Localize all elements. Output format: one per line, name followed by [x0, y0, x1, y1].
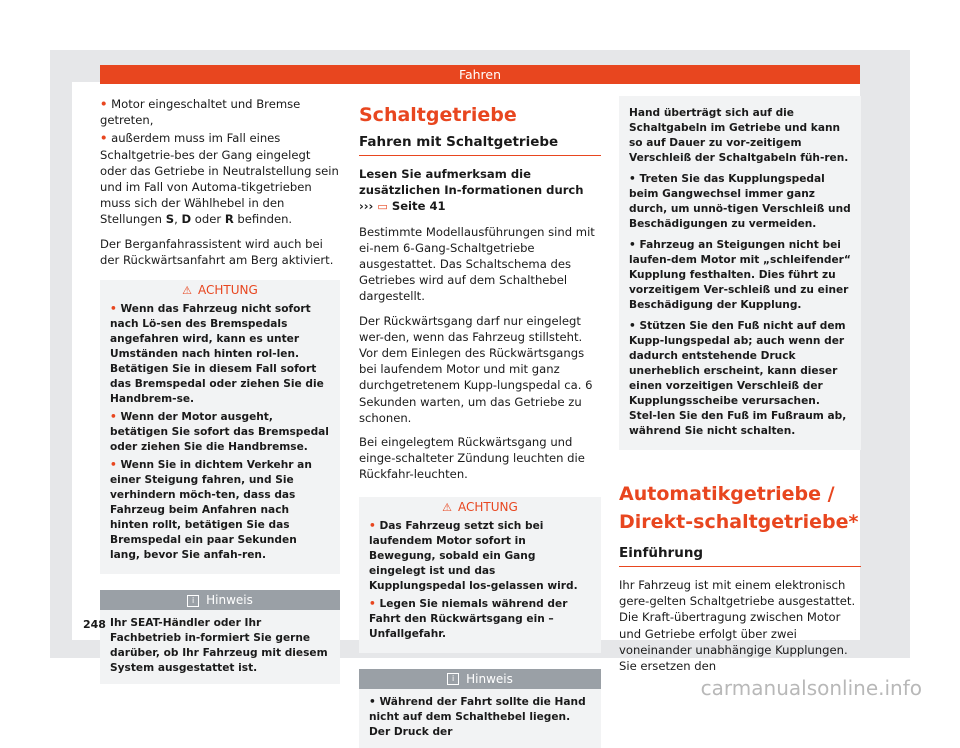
column-1 [100, 96, 340, 684]
warning-box [100, 280, 340, 574]
list-item: • Legen Sie niemals während der Fahrt den Rückwärtsgang ein – Unfallgefahr. [369, 597, 568, 640]
info-icon: i [187, 595, 199, 607]
lead-text: Lesen Sie aufmerksam die zusätzlichen In-formationen durch ››› ▭ Seite 41 [359, 167, 584, 214]
paragraph: Der Berganfahrassistent wird auch bei der Rückwärtsanfahrt am Berg aktiviert. [100, 236, 334, 267]
note-box: i Hinweis Ihr SEAT-Händler oder Ihr Fachbetrieb in-formiert Sie gerne darüber, ob Ihr Fahrzeug mit diesem System ausgestattet ist. [100, 590, 340, 684]
section-subtitle: Einführung [619, 544, 861, 567]
bullet-icon: • [110, 303, 117, 316]
warning-icon: ⚠ [442, 500, 453, 514]
list-item: • Fahrzeug an Steigungen nicht bei laufen-dem Motor mit „schleifender“ Kupplung festhalten. Dies führt zu vorzeitigem Ver-schleiß und zu einer Beschädigung der Kupplung. [629, 239, 851, 311]
list-item: • Stützen Sie den Fuß nicht auf dem Kupp-lungspedal ab; auch wenn der dadurch entstehende Druck unerheblich erscheint, kann dieser einen vorzeitigen Verschleiß der Kupplungsscheibe verursachen. Stel-len Sie den Fuß im Fußraum ab, während Sie nicht schalten. [629, 320, 847, 437]
list-item: • Wenn der Motor ausgeht, betätigen Sie sofort das Bremspedal oder ziehen Sie die Handbremse. [110, 411, 329, 454]
list-item: • außerdem muss im Fall eines Schaltgetrie-bes der Gang eingelegt oder das Getriebe in Neutralstellung sein und im Fall von Automa-tikgetrieben muss sich der Wählhebel in den Stellungen S, D oder R befinden. [100, 131, 339, 227]
watermark: carmanualsonline.info [700, 676, 922, 700]
warning-header: ⚠ ACHTUNG [359, 497, 601, 517]
book-icon: ▭ [377, 200, 388, 214]
bullet-icon: • [629, 320, 636, 332]
bullet-icon: • [369, 597, 376, 610]
warning-icon: ⚠ [182, 284, 193, 298]
bullet-icon: • [100, 97, 108, 111]
paragraph: Der Rückwärtsgang darf nur eingelegt wer-den, wenn das Fahrzeug stillsteht. Vor dem Einlegen des Rückwärtsgangs bei laufendem Motor und mit ganz durchgetretenem Kupp-lungspedal ca. 6 Sekunden warten, um das Getriebe zu schonen. [359, 313, 593, 425]
page-number: 248 [83, 618, 106, 631]
bullet-icon: • [110, 411, 117, 424]
note-box-continued: Hand überträgt sich auf die Schaltgabeln im Getriebe und kann so auf Dauer zu vor-zeitigem Verschleiß der Schaltgabeln füh-ren. • Treten Sie das Kupplungspedal beim Gangwechsel immer ganz durch, um unnö-tigen Verschleiß und Beschädigungen zu vermeiden. • Fahrzeug an Steigungen nicht bei laufen-dem Motor mit „schleifender“ Kupplung festhalten. Dies führt zu vorzeitigem Ver-schleiß und zu einer Beschädigung der Kupplung. • Stützen Sie den Fuß nicht auf dem Kupp-lungspedal ab; auch wenn der dadurch entstehende Druck unerheblich erscheint, kann dieser einen vorzeitigen Verschleiß der Kupplungsscheibe verursachen. Stel-len Sie den Fuß im Fußraum ab, während Sie nicht schalten. [619, 96, 861, 450]
column-2 [359, 103, 601, 748]
paragraph: Ihr Fahrzeug ist mit einem elektronisch gere-gelten Schaltgetriebe ausgestattet. Die Kraft-übertragung zwischen Motor und Getriebe erfolgt über zwei voneinander unabhängige Kupplungen. Sie ersetzen den [619, 578, 856, 674]
page-reference-link[interactable]: Seite 41 [391, 199, 446, 214]
column-3 [619, 96, 861, 682]
section-subtitle: Fahren mit Schaltgetriebe [359, 133, 601, 156]
section-title: Schaltgetriebe [359, 104, 517, 126]
chapter-header: Fahren [100, 65, 860, 84]
bullet-icon: • [369, 519, 376, 532]
paragraph: Bestimmte Modellausführungen sind mit ei-nem 6-Gang-Schaltgetriebe ausgestattet. Das Schaltschema des Getriebes wird auf dem Schalthebel dargestellt. [359, 224, 595, 304]
note-header: i Hinweis [359, 669, 601, 689]
list-item: • Das Fahrzeug setzt sich bei laufendem Motor sofort in Bewegung, sobald ein Gang eingelegt ist und das Kupplungspedal los-gelassen wird. [369, 519, 578, 592]
warning-box [359, 497, 601, 653]
bullet-icon: • [110, 459, 117, 472]
warning-header: ⚠ ACHTUNG [100, 280, 340, 300]
list-item: • Wenn Sie in dichtem Verkehr an einer Steigung fahren, und Sie verhindern möch-ten, dass das Fahrzeug beim Anfahren nach hinten rollt, betätigen Sie das Bremspedal ein paar Sekunden lang, bevor Sie anfah-ren. [110, 459, 312, 562]
list-item: • Treten Sie das Kupplungspedal beim Gangwechsel immer ganz durch, um unnö-tigen Verschleiß und Beschädigungen zu vermeiden. [629, 173, 851, 230]
bullet-icon: • [629, 239, 636, 251]
list-item: • Motor eingeschaltet und Bremse getreten, [100, 97, 301, 128]
list-item: • Wenn das Fahrzeug nicht sofort nach Lö-sen des Bremspedals angefahren wird, kann es unter Umständen nach hinten rol-len. Betätigen Sie in diesem Fall sofort das Bremspedal oder ziehen Sie die Handbrem-se. [110, 303, 324, 406]
bullet-icon: • [369, 695, 376, 708]
info-icon: i [447, 673, 459, 685]
bullet-icon: • [100, 131, 108, 146]
section-title: Automatikgetriebe / Direkt-schaltgetriebe* [619, 483, 859, 533]
paragraph: Bei eingelegtem Rückwärtsgang und einge-schalteter Zündung leuchten die Rückfahr-leuchten. [359, 435, 585, 482]
bullet-icon: • [629, 173, 636, 185]
note-header: i Hinweis [100, 590, 340, 610]
note-box: i Hinweis • Während der Fahrt sollte die Hand nicht auf dem Schalthebel liegen. Der Druck der [359, 669, 601, 748]
